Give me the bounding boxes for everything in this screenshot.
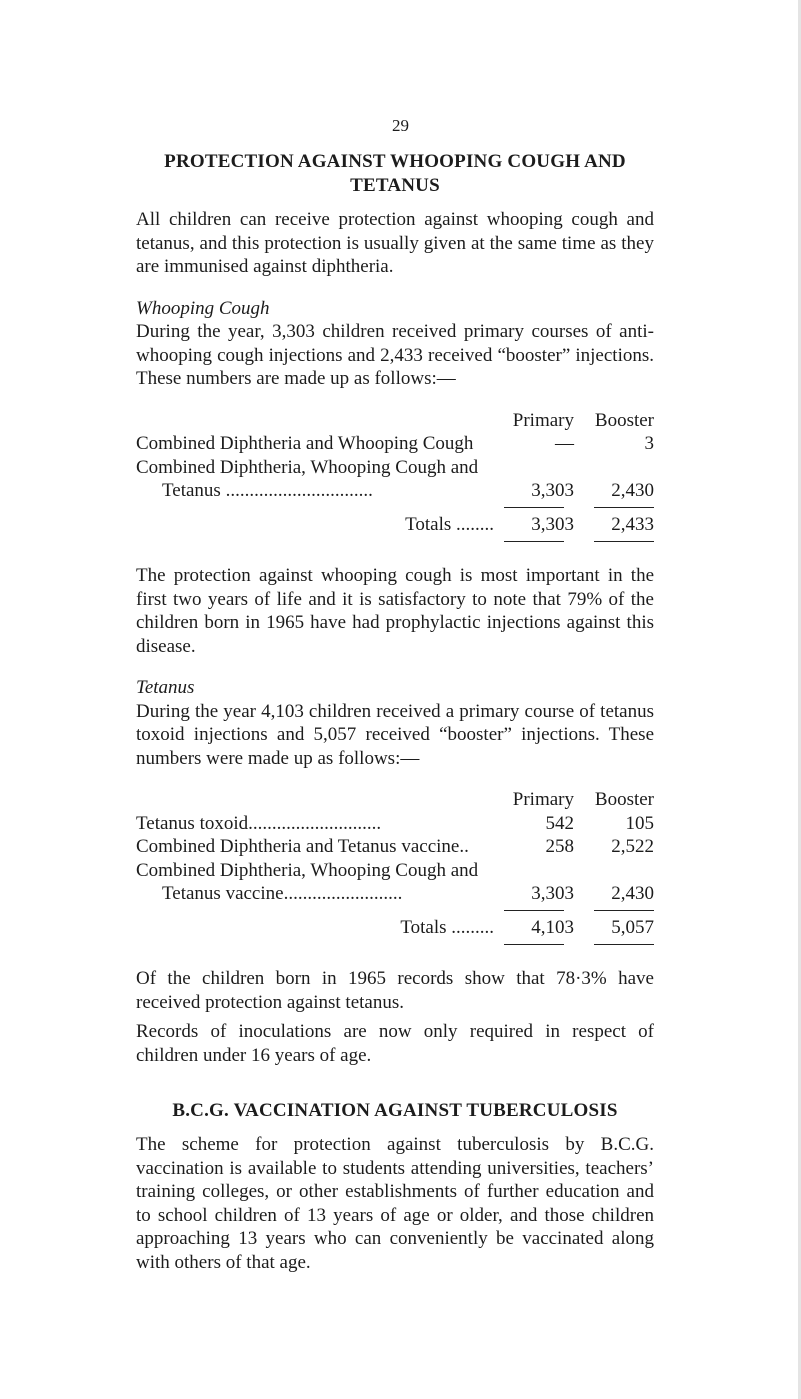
row-booster: 105 (625, 812, 654, 834)
row-label: Combined Diphtheria, Whooping Cough and (136, 859, 479, 881)
column-header-booster: Booster (594, 409, 654, 431)
row-primary: 3,303 (531, 883, 574, 904)
table-row (136, 812, 654, 836)
totals-booster: 2,433 (611, 513, 654, 535)
row-label: Tetanus toxoid............................ (136, 812, 382, 834)
subheading-tetanus: Tetanus (136, 677, 195, 698)
row-primary: — (555, 433, 574, 454)
row-booster: 2,430 (611, 480, 654, 501)
row-primary: 258 (545, 836, 574, 857)
row-label: Combined Diphtheria and Whooping Cough (136, 433, 474, 454)
table-row (136, 882, 654, 906)
row-booster: 2,430 (611, 883, 654, 904)
totals-row (136, 513, 654, 537)
tetanus-after-paragraph-2: Records of inoculations are now only required in respect of children under 16 years of age. (136, 1021, 654, 1066)
tetanus-paragraph: During the year 4,103 children received a primary course of tetanus toxoid injections and 5,057 received “booster” injections. These numbers were made up as follows:— (136, 700, 654, 769)
totals-rule (136, 906, 654, 916)
totals-label: Totals ........ (405, 513, 494, 535)
section-heading-bcg: B.C.G. VACCINATION AGAINST TUBERCULOSIS (172, 1100, 618, 1121)
page-content (136, 150, 654, 1274)
table-row (136, 859, 654, 883)
totals-booster: 5,057 (611, 916, 654, 938)
row-booster: 2,522 (611, 836, 654, 857)
row-label: Tetanus ............................... (162, 480, 373, 501)
tetanus-table (136, 788, 654, 949)
subheading-whooping-cough: Whooping Cough (136, 297, 270, 319)
whooping-cough-paragraph: During the year, 3,303 children received primary courses of anti-whooping cough injections and 2,433 received “booster” injections. These numbers are made up as follows:— (136, 321, 654, 389)
row-label: Combined Diphtheria, Whooping Cough and (136, 456, 479, 478)
row-booster: 3 (644, 433, 654, 454)
table-row (136, 479, 654, 503)
whooping-cough-after-paragraph: The protection against whooping cough is most important in the first two years of life and it is satisfactory to note that 79% of the children born in 1965 have had prophylactic injections against this disease. (136, 565, 654, 657)
totals-rule (136, 939, 654, 949)
column-header-booster: Booster (594, 789, 654, 810)
section-heading-whooping-tetanus: PROTECTION AGAINST WHOOPING COUGH AND TETANUS (164, 151, 626, 196)
column-header-primary: Primary (512, 409, 574, 431)
row-label: Combined Diphtheria and Tetanus vaccine.. (136, 836, 469, 857)
totals-label: Totals ......... (400, 916, 494, 938)
totals-primary: 4,103 (531, 916, 574, 938)
row-label: Tetanus vaccine......................... (162, 883, 403, 904)
totals-rule (136, 536, 654, 546)
table-row (136, 835, 654, 859)
totals-primary: 3,303 (531, 513, 574, 535)
whooping-cough-table (136, 409, 654, 547)
row-primary: 542 (545, 812, 574, 834)
intro-paragraph: All children can receive protection against whooping cough and tetanus, and this protection is usually given at the same time as they are immunised against diphtheria. (136, 209, 654, 277)
table-header-row (136, 409, 654, 433)
table-header-row (136, 788, 654, 812)
tetanus-after-paragraph-1: Of the children born in 1965 records show that 78·3% have received protection against tetanus. (136, 968, 654, 1013)
totals-row (136, 916, 654, 940)
table-row (136, 456, 654, 480)
totals-rule (136, 503, 654, 513)
bcg-paragraph: The scheme for protection against tuberculosis by B.C.G. vaccination is available to students attending universities, teachers’ training colleges, or other establishments of further education and to school children of 13 years of age or older, and those children approaching 13 years who can conveniently be vaccinated along with others of that age. (136, 1134, 654, 1273)
row-primary: 3,303 (531, 480, 574, 501)
page-number: 29 (392, 116, 409, 135)
table-row (136, 432, 654, 456)
column-header-primary: Primary (512, 789, 574, 810)
